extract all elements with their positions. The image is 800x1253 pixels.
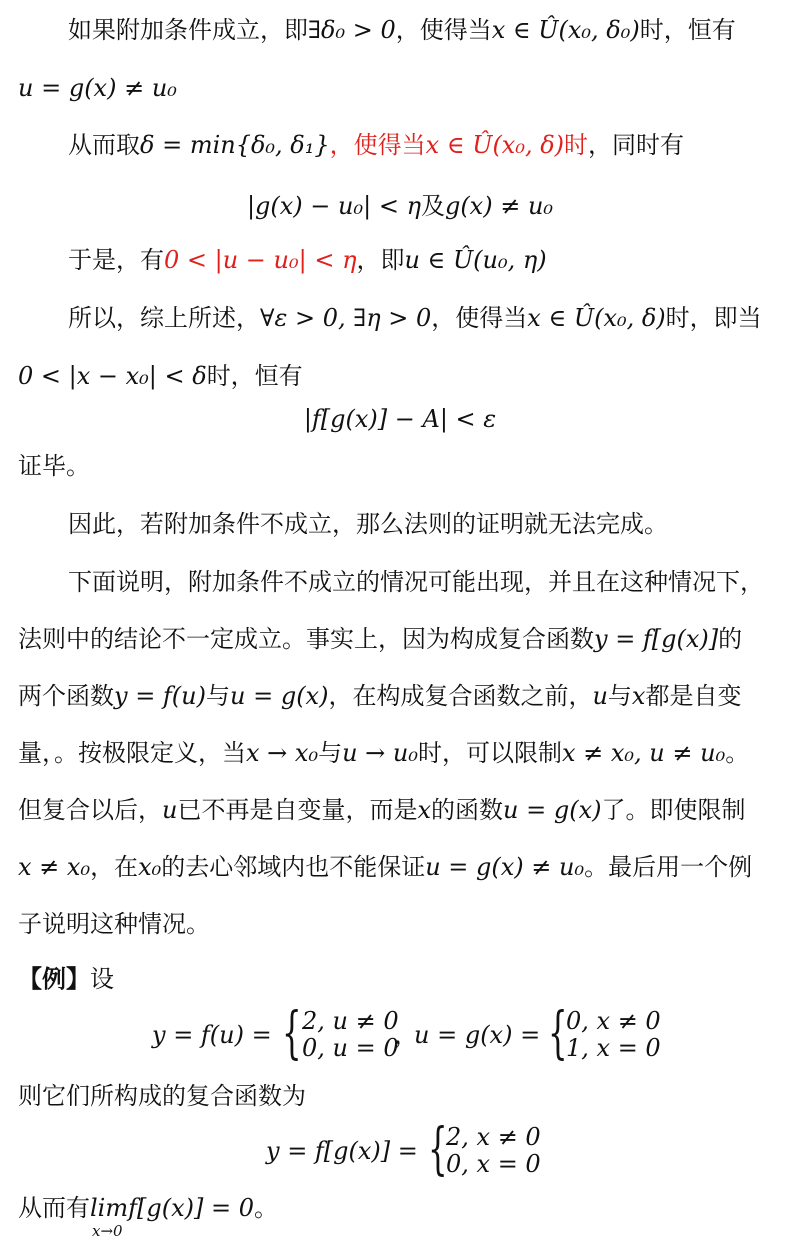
paragraph-6 — [68, 508, 668, 540]
text: 时，恒有 — [206, 362, 303, 390]
text: 与 — [607, 682, 632, 710]
text-red: 时 — [564, 131, 589, 159]
text-red: 使得当 — [353, 131, 426, 159]
math-case: 2, u ≠ 0 — [302, 1007, 399, 1035]
math-x-to-x0: x → x₀ — [246, 739, 319, 767]
paragraph-7-line-3 — [18, 680, 741, 712]
paragraph-3 — [68, 244, 547, 276]
math-exists-delta0: ∃δ₀ > 0 — [308, 16, 396, 44]
math-y-fu: y = f(u) — [114, 682, 206, 710]
math-restrictions: x ≠ x₀, u ≠ u₀ — [561, 739, 726, 767]
math-u-gx: u = g(x) — [230, 682, 329, 710]
math-composite-lhs: y = f[g(x)] = — [266, 1137, 418, 1165]
composite-definition — [266, 1117, 566, 1182]
math-case: 2, x ≠ 0 — [446, 1123, 541, 1151]
math-u: u — [592, 682, 608, 710]
paragraph-7-line-7 — [18, 908, 210, 940]
math-limit-condition: |f[g(x)] − A| < ε — [303, 405, 497, 433]
example-label: 【例】 — [18, 965, 90, 993]
math-x0: x₀ — [138, 853, 162, 881]
paragraph-2 — [68, 129, 684, 161]
text: 如果附加条件成立，即 — [68, 16, 308, 44]
math-lim-subscript: x→0 — [92, 1222, 123, 1240]
brace-symbol: { — [428, 1117, 448, 1182]
paragraph-7-line-4 — [18, 737, 749, 769]
brace-symbol: { — [548, 1001, 568, 1066]
text: 了。即使限制 — [601, 796, 746, 824]
equation-2 — [0, 403, 800, 435]
text: 于是，有 — [68, 246, 164, 274]
text: ，使得当 — [395, 16, 492, 44]
proof-end — [18, 450, 90, 482]
conclusion — [18, 1192, 278, 1224]
math-u-neighborhood: u ∈ Û(u₀, η) — [404, 246, 547, 274]
example-heading — [18, 963, 114, 995]
math-quantifiers: ∀ε > 0, ∃η > 0 — [260, 304, 432, 332]
math-u: u — [162, 796, 178, 824]
text: 量，。按极限定义，当 — [18, 739, 246, 767]
text: 则它们所构成的复合函数为 — [18, 1082, 306, 1110]
math-case: 0, x ≠ 0 — [566, 1007, 661, 1035]
text: 设 — [90, 965, 114, 993]
math-red-neighborhood: x ∈ Û(x₀, δ) — [425, 131, 565, 159]
text: ， — [394, 1021, 418, 1049]
paragraph-7-line-6 — [18, 851, 752, 883]
text: 时，可以限制 — [417, 739, 562, 767]
math-gx-neq: g(x) ≠ u₀ — [444, 192, 554, 220]
composite-intro — [18, 1080, 306, 1112]
text: 时，即当 — [665, 304, 762, 332]
text: 时，恒有 — [639, 16, 736, 44]
text: 下面说明，附加条件不成立的情况可能出现，并且在这种情况下， — [68, 568, 764, 596]
text: 法则中的结论不一定成立。事实上，因为构成复合函数 — [18, 625, 594, 653]
math-x: x — [631, 682, 646, 710]
math-neighborhood: x ∈ Û(x₀, δ₀) — [491, 16, 640, 44]
math-deleted-neighborhood: 0 < |x − x₀| < δ — [18, 362, 207, 390]
paragraph-7-line-5 — [18, 794, 745, 826]
text: 因此，若附加条件不成立，那么法则的证明就无法完成。 — [68, 510, 668, 538]
text-red: ， — [329, 131, 354, 159]
paragraph-4-line-2 — [18, 360, 303, 392]
text: 从而取 — [68, 131, 140, 159]
math-neighborhood: x ∈ Û(x₀, δ) — [527, 304, 666, 332]
text: 已不再是自变量，而是 — [177, 796, 418, 824]
text: ，同时有 — [588, 131, 685, 159]
math-u-equals-gx: u = g(x) ≠ u₀ — [18, 74, 177, 102]
math-x: x — [417, 796, 432, 824]
paragraph-7-line-1 — [68, 566, 764, 598]
text: ，即 — [356, 246, 405, 274]
math-u-gx-neq: u = g(x) ≠ u₀ — [425, 853, 585, 881]
math-g-lhs: u = g(x) = — [414, 1021, 541, 1049]
text: 两个函数 — [18, 682, 114, 710]
paragraph-1-line-2 — [18, 72, 177, 104]
math-case: 0, u = 0 — [302, 1034, 399, 1062]
paragraph-4-line-1 — [68, 302, 762, 334]
equation-1 — [0, 190, 800, 222]
math-x-neq-x0: x ≠ x₀ — [18, 853, 91, 881]
text: ，使得当 — [431, 304, 528, 332]
text: 子说明这种情况。 — [18, 910, 210, 938]
text: ，在 — [90, 853, 139, 881]
text: 及 — [420, 192, 445, 220]
math-abs-diff: |g(x) − u₀| < η — [246, 192, 421, 220]
text: 与 — [318, 739, 343, 767]
paragraph-7-line-2 — [18, 623, 742, 655]
math-limit-result: f[g(x)] = 0 — [128, 1194, 254, 1222]
math-delta-min: δ = min{δ₀, δ₁} — [140, 131, 330, 159]
text: 的 — [718, 625, 743, 653]
text: 都是自变 — [645, 682, 742, 710]
text: 证毕。 — [18, 452, 90, 480]
piecewise-definitions — [152, 1001, 672, 1066]
text: 与 — [206, 682, 230, 710]
math-lim: lim — [90, 1194, 129, 1222]
text: 但复合以后， — [18, 796, 162, 824]
math-u-gx: u = g(x) — [503, 796, 602, 824]
text: 的函数 — [431, 796, 504, 824]
text: ，在构成复合函数之前， — [328, 682, 593, 710]
math-red-inequality: 0 < |u − u₀| < η — [164, 246, 357, 274]
math-f-lhs: y = f(u) = — [152, 1021, 272, 1049]
math-case: 0, x = 0 — [446, 1150, 541, 1178]
math-case: 1, x = 0 — [566, 1034, 661, 1062]
math-u-to-u0: u → u₀ — [342, 739, 418, 767]
paragraph-1-line-1 — [68, 14, 736, 46]
math-composite: y = f[g(x)] — [594, 625, 719, 653]
text: 的去心邻域内也不能保证 — [161, 853, 426, 881]
text: 。 — [253, 1194, 278, 1222]
text: 从而有 — [18, 1194, 90, 1222]
text: 。最后用一个例 — [584, 853, 753, 881]
text: 所以，综上所述， — [68, 304, 260, 332]
brace-symbol: { — [282, 1001, 302, 1066]
text: 。 — [725, 739, 750, 767]
